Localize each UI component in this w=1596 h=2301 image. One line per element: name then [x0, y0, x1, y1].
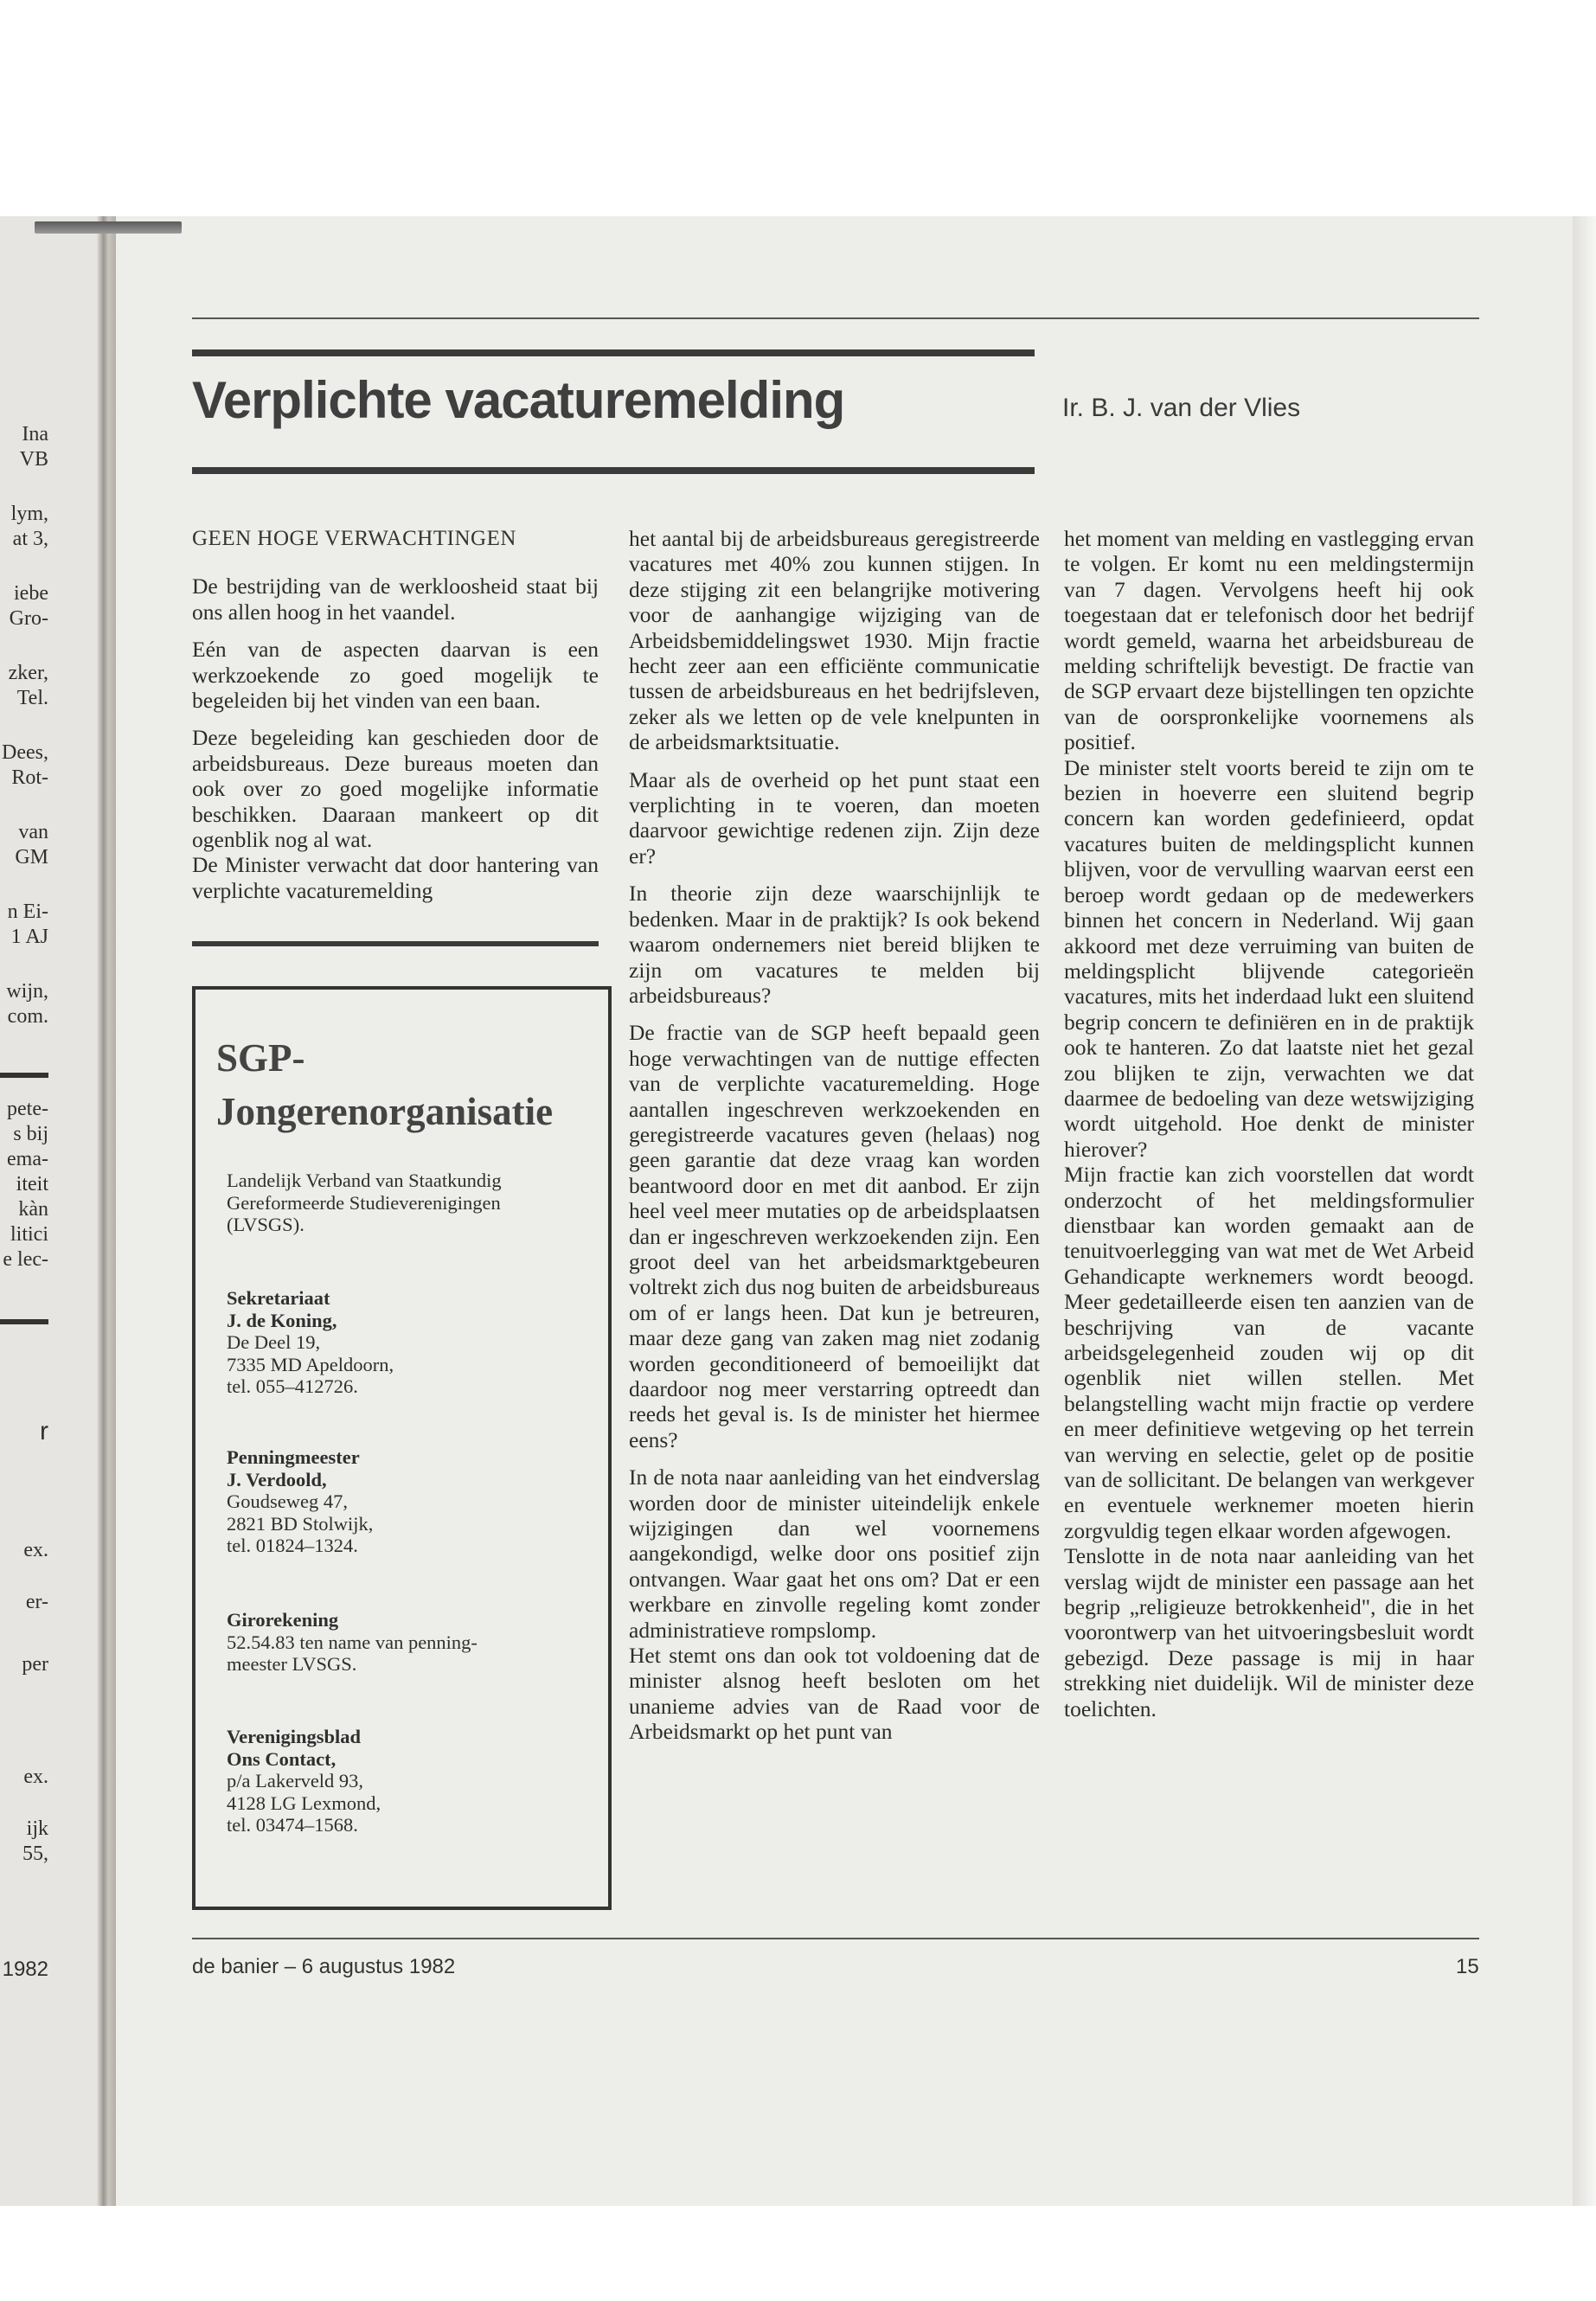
- paragraph: Het stemt ons dan ook tot voldoening dat de minister alsnog heeft besloten om het unanieme advies van de Raad voor de Arbeidsmarkt op het punt van: [629, 1643, 1040, 1745]
- paragraph: Tenslotte in de nota naar aanleiding van het verslag wijdt de minister een passage aan het begrip „religieuze betrokkenheid", die in het voorontwerp van het uitvoeringsbesluit wordt gebezigd. Deze passage is mij in haar strekking niet duidelijk. Wil de minister deze toelichten.: [1064, 1543, 1474, 1721]
- top-rule: [192, 317, 1479, 319]
- box-line: tel. 01824–1324.: [227, 1535, 358, 1556]
- margin-fragment: pete- s bij ema- iteit kàn litici e lec-: [3, 1098, 48, 1271]
- margin-fragment: zker, Tel.: [8, 662, 48, 709]
- margin-fragment: ex.: [23, 1539, 48, 1561]
- box-line: Gereformeerde Studieverenigingen: [227, 1191, 501, 1214]
- margin-fragment: per: [22, 1653, 48, 1676]
- margin-fragment: r: [40, 1419, 48, 1444]
- margin-fragment: n Ei- 1 AJ: [7, 901, 48, 948]
- margin-rule: [0, 1073, 48, 1078]
- secretariat-block: [227, 1287, 581, 1398]
- binding-tape: [35, 221, 182, 234]
- paragraph: In theorie zijn deze waarschijnlijk te bedenken. Maar in de praktijk? Is ook bekend waarom ondernemers niet bereid blijken te zijn om vacatures te melden bij arbeidsbureaus?: [629, 881, 1040, 1008]
- treasurer-block: [227, 1446, 581, 1557]
- margin-fragment: lym, at 3,: [10, 503, 48, 550]
- paragraph: Eén van de aspecten daarvan is een werkzoekende zo goed mogelijk te begeleiden bij het vinden van een baan.: [192, 637, 599, 714]
- box-line: Ons Contact,: [227, 1747, 337, 1770]
- box-line: meester LVSGS.: [227, 1653, 357, 1675]
- margin-fragment: wijn, com.: [6, 980, 48, 1028]
- paragraph: het moment van melding en vastlegging ervan te volgen. Er komt nu een meldingstermijn van 7 dagen. Vervolgens heeft hij ook toegestaan dat er telefonisch door het bedrijf wordt gemeld, waarna het arbeidsbureau de melding schriftelijk bevestigt. De fractie van de SGP ervaart deze bijstellingen ten opzichte van de oorspronkelijke voornemens als positief.: [1064, 526, 1474, 755]
- box-line: 7335 MD Apeldoorn,: [227, 1353, 394, 1375]
- box-line: p/a Lakerveld 93,: [227, 1770, 364, 1791]
- binding-gutter: [97, 216, 116, 2206]
- paragraph: De fractie van de SGP heeft bepaald geen hoge verwachtingen van de nuttige effecten van de verplichte vacaturemelding. Hoge aantallen ingeschreven werkzoekenden en geregistreerde vacatures geven (helaas) nog geen garantie dat deze vraag kan worden beantwoord door en met dit aanbod. Er zijn heel veel meer mutaties op de arbeidsplaatsen dan er ingeschreven werkzoekenden zijn. Een groot deel van het arbeidsmarktgebeuren voltrekt zich dus nog buiten de arbeidsbureaus om of er langs heen. Dat kun je betreuren, maar deze gang van zaken mag niet zodanig worden geconditioneerd of bemoeilijkt dat daardoor nog meer verstarring optreedt dan reeds het geval is. Is de minister het hiermee eens?: [629, 1020, 1040, 1452]
- margin-fragment: ijk 55,: [22, 1817, 48, 1865]
- paragraph: Mijn fractie kan zich voorstellen dat wordt onderzocht of het meldingsformulier dienstbaar kan worden gemaakt aan de tenuitvoerlegging van wat met de Wet Arbeid Gehandicapte werknemers wordt beoogd. Meer gedetailleerde eisen ten aanzien van de beschrijving van de vacante arbeidsgelegenheid zouden wij op dit ogenblik niet willen stellen. Met belangstelling wacht mijn fractie op verdere en meer definitieve wetgeving op het terrein van werving en selectie, gelet op de positie van de sollicitant. De belangen van werkgever en eventuele werknemer moeten hierin zorgvuldig tegen elkaar worden afgewogen.: [1064, 1162, 1474, 1543]
- box-line: tel. 03474–1568.: [227, 1814, 358, 1836]
- footer-publication: de banier – 6 augustus 1982: [192, 1955, 456, 1978]
- box-line: J. de Koning,: [227, 1309, 337, 1331]
- margin-fragment: er-: [25, 1591, 48, 1613]
- box-heading: Verenigingsblad: [227, 1726, 362, 1747]
- box-line: J. Verdoold,: [227, 1468, 327, 1490]
- article-title: Verplichte vacaturemelding: [192, 371, 845, 429]
- margin-fragment: iebe Gro-: [9, 582, 48, 630]
- box-heading: Penningmeester: [227, 1446, 360, 1468]
- paragraph: De minister stelt voorts bereid te zijn om te bezien in hoeverre een sluitend begrip concern kan worden gedefinieerd, opdat vacatures buiten de meldingsplicht kunnen blijven, voor de vervulling waarvan eerst een beroep wordt gedaan op de medewerkers binnen het concern in Nederland. Wij gaan akkoord met deze verruiming van buiten de meldingsplicht blijvende categorieën vacatures, mits het inderdaad lukt een sluitend begrip concern te definiëren en in de praktijk ook te hanteren. Zo dat laatste niet het gezal zou blijken te zijn, verwachten we dat daarmee de bedoeling van deze wetswijziging wordt uitgehold. Hoe denkt de minister hierover?: [1064, 754, 1474, 1162]
- box-title-line: SGP-: [216, 1036, 305, 1080]
- margin-fragment: Dees, Rot-: [2, 741, 48, 789]
- column-1: [192, 526, 599, 915]
- box-line: tel. 055–412726.: [227, 1375, 358, 1397]
- box-line: Landelijk Verband van Staatkundig: [227, 1170, 502, 1191]
- org-description: [227, 1170, 581, 1236]
- box-title-line: Jongerenorganisatie: [216, 1090, 554, 1133]
- margin-rule: [0, 1319, 48, 1324]
- magazine-block: [227, 1726, 581, 1836]
- box-heading: Girorekening: [227, 1609, 339, 1631]
- paragraph: Maar als de overheid op het punt staat een verplichting in te voeren, dan moeten daarvoor gewichtige redenen zijn. Zijn deze er?: [629, 766, 1040, 868]
- paragraph: het aantal bij de arbeidsbureaus geregistreerde vacatures met 40% zou kunnen stijgen. In deze stijging zit een belangrijke motivering voor de aanhangige wijziging van de Arbeidsbemiddelingswet 1930. Mijn fractie hecht zeer aan een efficiënte communicatie tussen de arbeidsbureaus en het bedrijfsleven, zeker als we letten op de vele knelpunten in de arbeidsmarktsituatie.: [629, 526, 1040, 755]
- paragraph: De bestrijding van de werkloosheid staat bij ons allen hoog in het vaandel.: [192, 574, 599, 625]
- column-1-rule: [192, 941, 599, 946]
- paragraph: In de nota naar aanleiding van het eindverslag worden door de minister uiteindelijk enkele wijzigingen dan wel voornemens aangekondigd, welke door ons positief zijn ontvangen. Waar gaat het ons om? Dat er een werkbare en zinvolle regeling komt zonder administratieve rompslomp.: [629, 1465, 1040, 1643]
- column-3: [1064, 526, 1474, 1721]
- margin-fragment: ex.: [23, 1766, 48, 1788]
- box-line: 52.54.83 ten name van penning-: [227, 1631, 478, 1653]
- column-2: [629, 526, 1040, 1757]
- margin-fragment: Ina VB: [19, 423, 48, 471]
- box-title: [216, 1031, 553, 1138]
- subheading: GEEN HOGE VERWACHTINGEN: [192, 527, 516, 550]
- box-line: De Deel 19,: [227, 1331, 321, 1353]
- margin-fragment: van GM: [15, 821, 48, 868]
- box-line: (LVSGS).: [227, 1214, 304, 1235]
- box-line: 4128 LG Lexmond,: [227, 1791, 381, 1814]
- box-heading: Sekretariaat: [227, 1287, 330, 1309]
- box-line: 2821 BD Stolwijk,: [227, 1512, 374, 1535]
- article-author: Ir. B. J. van der Vlies: [1062, 394, 1301, 422]
- paragraph: De Minister verwacht dat door hantering van verplichte vacaturemelding: [192, 852, 599, 903]
- footer-rule: [192, 1938, 1479, 1939]
- giro-block: [227, 1609, 581, 1676]
- box-line: Goudseweg 47,: [227, 1490, 348, 1512]
- paragraph: Deze begeleiding kan geschieden door de arbeidsbureaus. Deze bureaus moeten dan ook over zo goed mogelijke informatie beschikken. Daaraan mankeert op dit ogenblik nog al wat.: [192, 725, 599, 853]
- margin-year: 1982: [2, 1958, 48, 1981]
- title-rule-top: [192, 349, 1035, 356]
- page-number: 15: [1456, 1955, 1479, 1978]
- page-edge: [1573, 216, 1596, 2206]
- title-rule-bottom: [192, 467, 1035, 474]
